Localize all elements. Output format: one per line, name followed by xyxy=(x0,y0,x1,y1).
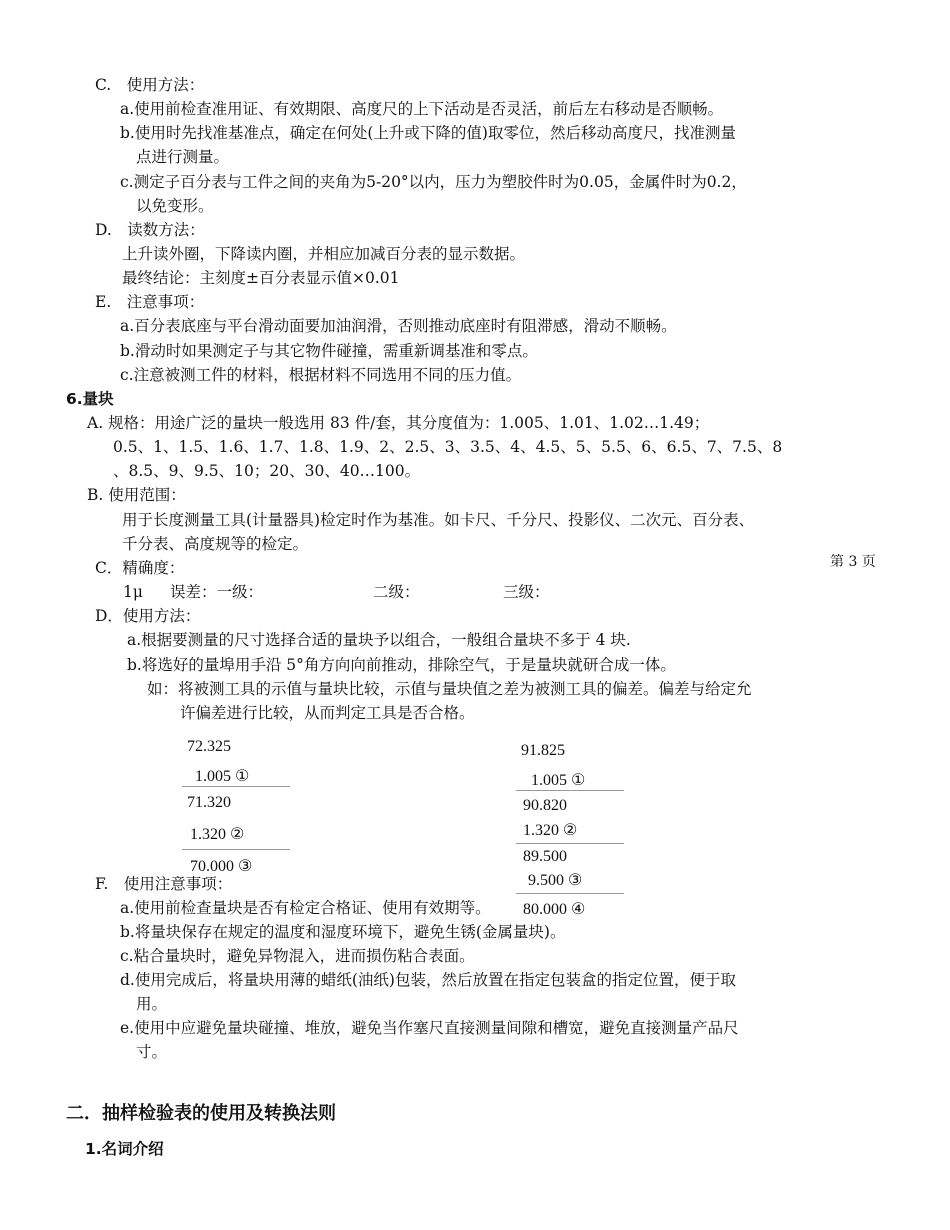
section-f-item-e-line1: e.使用中应避免量块碰撞、堆放，避免当作塞尺直接测量间隙和槽宽，避免直接测量产品尺 xyxy=(120,1019,739,1037)
calc-left-rule2 xyxy=(182,849,290,850)
accuracy-grade3: 三级： xyxy=(503,583,550,601)
calc-left-row2: 1.005 ① xyxy=(195,768,250,785)
section-d-line2: 最终结论：主刻度±百分表显示值×0.01 xyxy=(122,269,400,287)
calc-right-row2: 1.005 ① xyxy=(531,772,586,789)
section-e-item-c: c.注意被测工件的材料，根据材料不同选用不同的压力值。 xyxy=(120,366,522,384)
section-e-heading: E. 注意事项： xyxy=(95,293,205,311)
section-c-item-c-line2: 以免变形。 xyxy=(136,197,214,215)
section-c-item-b-line2: 点进行测量。 xyxy=(136,148,230,166)
section-e-item-b: b.滑动时如果测定子与其它物件碰撞，需重新调基准和零点。 xyxy=(120,342,538,360)
usage-item-b: b.将选好的量埠用手沿 5°角方向向前推动，排除空气，于是量块就研合成一体。 xyxy=(127,656,676,674)
section-e-item-a: a.百分表底座与平台滑动面要加油润滑，否则推动底座时有阻滞感，滑动不顺畅。 xyxy=(120,317,677,335)
usage-example-line2: 许偏差进行比较，从而判定工具是否合格。 xyxy=(180,704,475,722)
calc-left-row1: 72.325 xyxy=(187,738,231,755)
scope-line1: 用于长度测量工具(计量器具)检定时作为基准。如卡尺、千分尺、投影仪、二次元、百分表、 xyxy=(122,511,755,529)
section-f-item-b: b.将量块保存在规定的温度和湿度环境下，避免生锈(金属量块)。 xyxy=(120,923,566,941)
calc-right-rule1 xyxy=(516,790,624,791)
accuracy-grade2: 二级： xyxy=(373,583,420,601)
calc-right-rule3 xyxy=(516,893,624,894)
calc-right-row3: 90.820 xyxy=(523,797,567,814)
usage-heading: D．使用方法： xyxy=(95,607,201,625)
usage-item-a: a.根据要测量的尺寸选择合适的量块予以组合，一般组合量块不多于 4 块. xyxy=(127,631,631,649)
section-f-item-a: a.使用前检查量块是否有检定合格证、使用有效期等。 xyxy=(120,899,491,917)
calc-left-row3: 71.320 xyxy=(187,794,231,811)
usage-example-line1: 如：将被测工具的示值与量块比较，示值与量块值之差为被测工具的偏差。偏差与给定允 xyxy=(147,680,752,698)
gauge-block-title: 6.量块 xyxy=(66,390,114,408)
page-number: 第 3 页 xyxy=(830,554,876,570)
section2-subtitle: 1.名词介绍 xyxy=(85,1140,164,1158)
calc-left-row4: 1.320 ② xyxy=(190,826,245,843)
calc-right-row5: 89.500 xyxy=(523,848,567,865)
section-c-item-a: a.使用前检查准用证、有效期限、高度尺的上下活动是否灵活，前后左右移动是否顺畅。 xyxy=(120,100,724,118)
scope-heading: B. 使用范围： xyxy=(87,486,186,504)
section-d-heading: D. 读数方法： xyxy=(95,221,205,239)
section-f-item-d-line2: 用。 xyxy=(136,995,168,1013)
calc-right-row6: 9.500 ③ xyxy=(528,872,583,889)
section-c-item-b-line1: b.使用时先找准基准点，确定在何处(上升或下降的值)取零位，然后移动高度尺，找准测量 xyxy=(120,124,736,142)
accuracy-error-grade1: 误差：一级： xyxy=(170,583,264,601)
calc-right-row7: 80.000 ④ xyxy=(523,901,586,918)
section-f-item-c: c.粘合量块时，避免异物混入，进而损伤粘合表面。 xyxy=(120,947,475,965)
accuracy-unit: 1μ xyxy=(123,583,143,601)
calc-right-row1: 91.825 xyxy=(521,742,565,759)
spec-line1: A. 规格：用途广泛的量块一般选用 83 件/套，其分度值为：1.005、1.01、1.02…1.49； xyxy=(87,414,710,432)
section-c-item-c-line1: c.测定子百分表与工件之间的夹角为5-20°以内，压力为塑胶件时为0.05，金属件时为0.2， xyxy=(120,173,747,191)
spec-line2: 0.5、1、1.5、1.6、1.7、1.8、1.9、2、2.5、3、3.5、4、4.5、5、5.5、6、6.5、7、7.5、8 xyxy=(113,438,783,456)
section2-title: 二．抽样检验表的使用及转换法则 xyxy=(66,1103,336,1124)
spec-line3: 、8.5、9、9.5、10；20、30、40…100。 xyxy=(113,462,421,480)
section-f-heading: F. 使用注意事项： xyxy=(95,875,233,893)
section-f-item-e-line2: 寸。 xyxy=(136,1043,168,1061)
section-d-line1: 上升读外圈，下降读内圈，并相应加减百分表的显示数据。 xyxy=(122,245,526,263)
calc-left-row5: 70.000 ③ xyxy=(190,858,253,875)
calc-right-row4: 1.320 ② xyxy=(523,822,578,839)
calc-right-rule2 xyxy=(516,843,624,844)
accuracy-heading: C．精确度： xyxy=(95,559,185,577)
calc-left-rule1 xyxy=(182,786,290,787)
section-c-heading: C. 使用方法： xyxy=(95,76,205,94)
section-f-item-d-line1: d.使用完成后，将量块用薄的蜡纸(油纸)包装，然后放置在指定包装盒的指定位置，便于取 xyxy=(120,971,736,989)
scope-line2: 千分表、高度规等的检定。 xyxy=(122,535,309,553)
